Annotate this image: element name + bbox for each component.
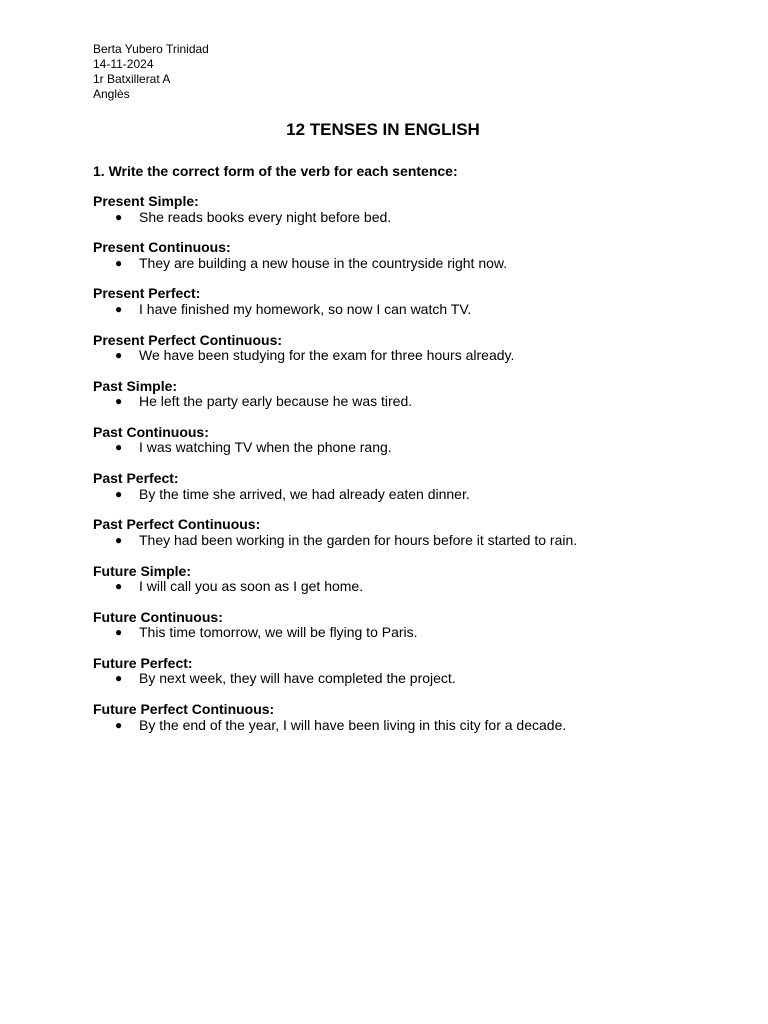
- bullet-icon: ●: [115, 301, 123, 316]
- tense-section: [93, 517, 693, 563]
- tense-heading: Present Continuous:: [93, 239, 231, 256]
- example-sentence: By the time she arrived, we had already eaten dinner.: [139, 485, 470, 502]
- tense-heading: Future Perfect:: [93, 654, 193, 671]
- class-group: 1r Batxillerat A: [93, 72, 171, 86]
- document-title: 12 TENSES IN ENGLISH: [286, 120, 480, 139]
- bullet-icon: ●: [115, 625, 123, 640]
- bullet-icon: ●: [115, 394, 123, 409]
- example-sentence-item: [93, 394, 693, 410]
- document-page: [93, 42, 693, 733]
- example-sentence: They had been working in the garden for hours before it started to rain.: [139, 531, 578, 548]
- example-sentence-item: [93, 302, 693, 318]
- example-sentence: We have been studying for the exam for three hours already.: [139, 347, 515, 364]
- example-sentence: They are building a new house in the countryside right now.: [139, 254, 508, 271]
- bullet-icon: ●: [115, 717, 123, 732]
- bullet-icon: ●: [115, 486, 123, 501]
- tense-section: [93, 564, 693, 610]
- tense-heading: Past Perfect Continuous:: [93, 516, 261, 533]
- bullet-icon: ●: [115, 440, 123, 455]
- tense-heading: Present Perfect Continuous:: [93, 331, 283, 348]
- tense-heading: Past Simple:: [93, 377, 178, 394]
- tense-section: [93, 379, 693, 425]
- tense-sections: [93, 194, 693, 748]
- student-name: Berta Yubero Trinidad: [93, 42, 209, 56]
- example-sentence: By the end of the year, I will have been living in this city for a decade.: [139, 716, 567, 733]
- example-sentence: She reads books every night before bed.: [139, 208, 392, 225]
- example-sentence-item: [93, 579, 693, 595]
- tense-section: [93, 194, 693, 240]
- example-sentence-item: [93, 440, 693, 456]
- example-sentence-item: [93, 348, 693, 364]
- tense-heading: Past Continuous:: [93, 423, 209, 440]
- tense-heading: Past Perfect:: [93, 470, 179, 487]
- bullet-icon: ●: [115, 255, 123, 270]
- example-sentence-item: [93, 625, 693, 641]
- tense-section: [93, 240, 693, 286]
- tense-heading: Future Simple:: [93, 562, 192, 579]
- exercise-instruction: 1. Write the correct form of the verb for each sentence:: [93, 163, 458, 179]
- subject-name: Anglès: [93, 87, 130, 101]
- tense-heading: Future Continuous:: [93, 608, 223, 625]
- example-sentence: I will call you as soon as I get home.: [139, 578, 364, 594]
- tense-heading: Future Perfect Continuous:: [93, 701, 275, 718]
- tense-section: [93, 425, 693, 471]
- example-sentence-item: [93, 210, 693, 226]
- bullet-icon: ●: [115, 671, 123, 686]
- bullet-icon: ●: [115, 209, 123, 224]
- example-sentence: I have finished my homework, so now I can watch TV.: [139, 300, 472, 317]
- example-sentence: I was watching TV when the phone rang.: [139, 439, 392, 456]
- tense-heading: Present Perfect:: [93, 285, 201, 302]
- tense-section: [93, 702, 693, 748]
- document-date: 14-11-2024: [93, 57, 154, 71]
- example-sentence-item: [93, 256, 693, 272]
- tense-section: [93, 286, 693, 332]
- example-sentence-item: [93, 533, 693, 549]
- example-sentence-item: [93, 671, 693, 687]
- student-header: [93, 42, 693, 102]
- bullet-icon: ●: [115, 532, 123, 547]
- tense-section: [93, 471, 693, 517]
- tense-section: [93, 610, 693, 656]
- tense-section: [93, 333, 693, 379]
- bullet-icon: ●: [115, 579, 123, 593]
- example-sentence: This time tomorrow, we will be flying to Paris.: [139, 624, 418, 641]
- example-sentence-item: [93, 487, 693, 503]
- tense-section: [93, 656, 693, 702]
- example-sentence: By next week, they will have completed the project.: [139, 670, 456, 687]
- bullet-icon: ●: [115, 348, 123, 363]
- tense-heading: Present Simple:: [93, 193, 199, 209]
- example-sentence: He left the party early because he was tired.: [139, 393, 413, 410]
- example-sentence-item: [93, 718, 693, 734]
